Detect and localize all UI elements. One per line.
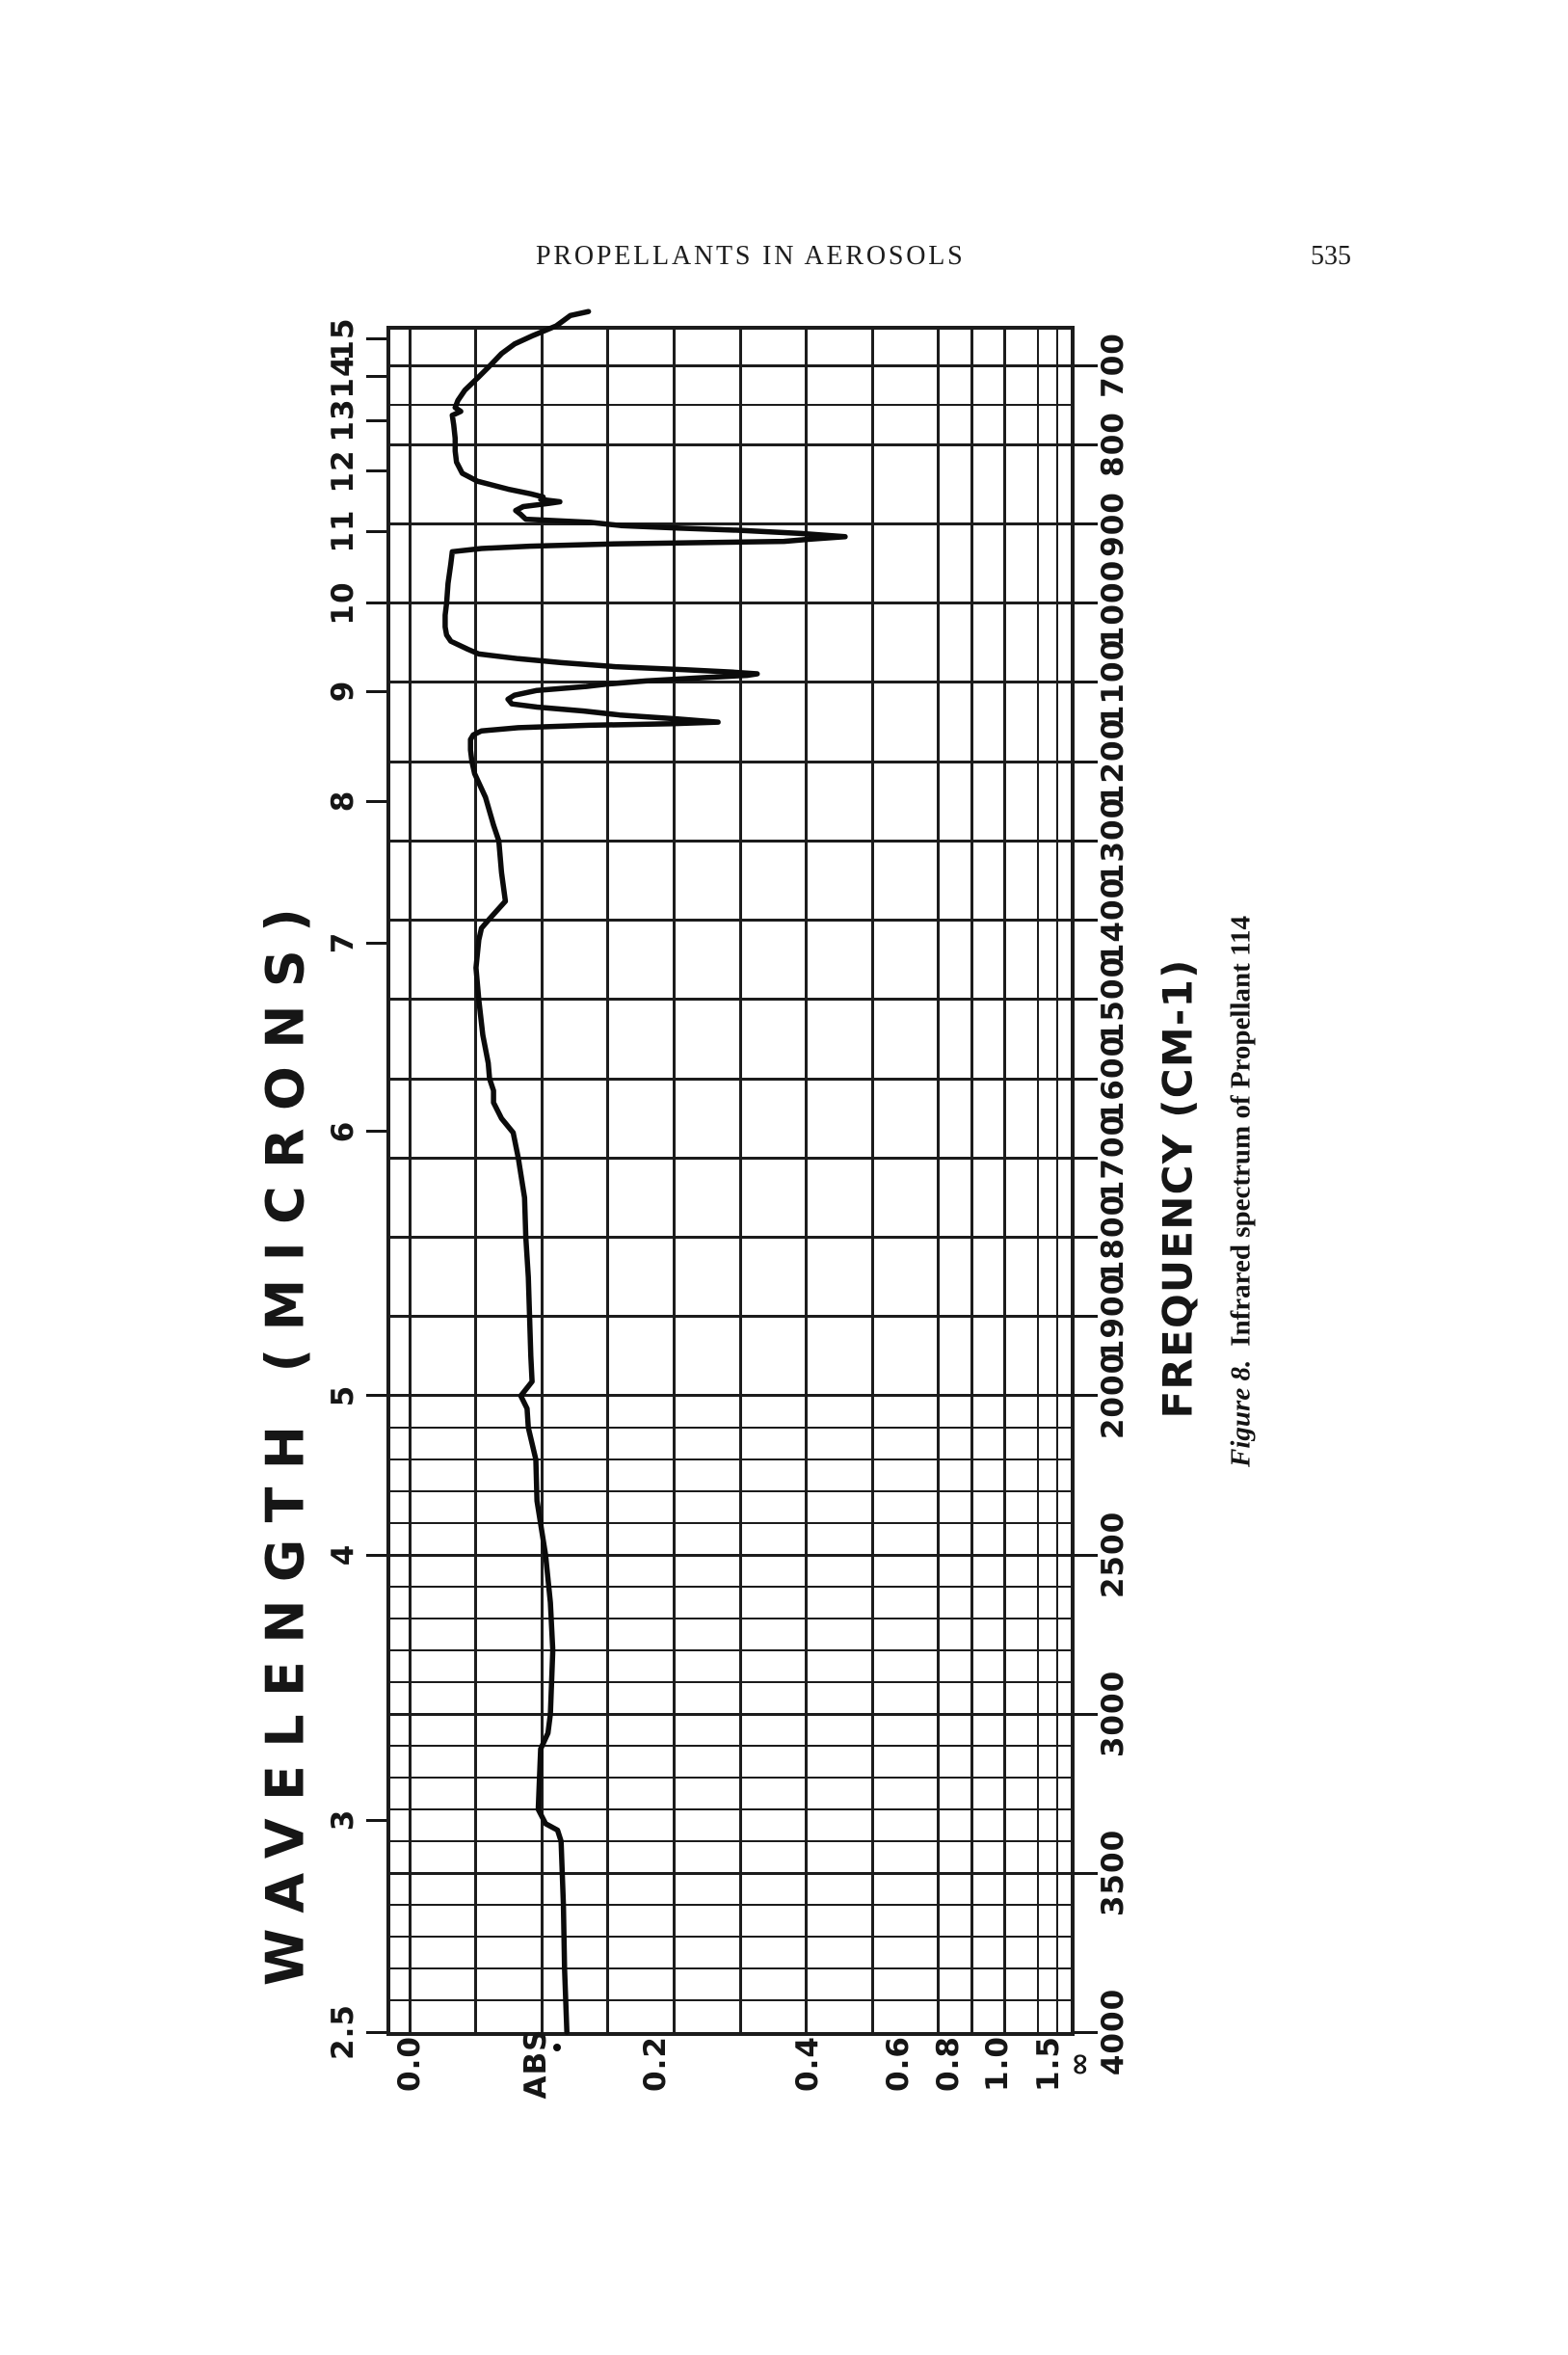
- abs-tick-label: 1.0: [980, 2036, 1015, 2092]
- wavelength-tick-label: 4: [326, 1543, 360, 1566]
- abs-tick-label: 1.5: [1031, 2036, 1066, 2092]
- wavelength-tick-label: 14: [326, 355, 360, 399]
- frequency-tick-label: 1000: [1096, 559, 1130, 647]
- frequency-tick-label: 4000: [1096, 1988, 1130, 2076]
- page-number: 535: [1311, 241, 1351, 271]
- wavelength-axis-title: WAVELENGTH (MICRONS): [254, 890, 316, 1987]
- wavelength-tick-label: 6: [326, 1120, 360, 1143]
- abs-tick-label: 0.2: [638, 2036, 673, 2092]
- wavelength-tick-label: 15: [326, 317, 360, 361]
- abs-tick-label: ∞: [1062, 2050, 1097, 2077]
- frequency-tick-label: 900: [1096, 491, 1130, 557]
- wavelength-tick-label: 12: [326, 449, 360, 494]
- ink-dot: [553, 2044, 561, 2051]
- figure-caption-text: Infrared spectrum of Propellant 114: [1225, 916, 1257, 1347]
- frequency-tick-label: 1600: [1096, 1034, 1130, 1123]
- abs-axis-title: ABS: [518, 2028, 553, 2100]
- frequency-tick-label: 1800: [1096, 1193, 1130, 1281]
- frequency-tick-label: 1300: [1096, 797, 1130, 885]
- wavelength-tick-label: 7: [326, 931, 360, 954]
- frequency-tick-label: 1500: [1096, 955, 1130, 1044]
- abs-tick-label: 0.4: [790, 2036, 825, 2092]
- frequency-axis-title: FREQUENCY (CM-1): [1154, 958, 1202, 1419]
- page-header-title: PROPELLANTS IN AEROSOLS: [536, 241, 966, 271]
- frequency-tick-label: 2500: [1096, 1511, 1130, 1599]
- spectrum-curve: [445, 311, 845, 2032]
- wavelength-tick-label: 9: [326, 680, 360, 703]
- frequency-tick-label: 1200: [1096, 718, 1130, 806]
- abs-tick-label: 0.0: [392, 2036, 427, 2092]
- abs-tick-label: 0.8: [931, 2036, 966, 2092]
- wavelength-tick-label: 5: [326, 1384, 360, 1407]
- abs-tick-label: 0.6: [881, 2036, 916, 2092]
- wavelength-tick-label: 13: [326, 398, 360, 442]
- frequency-tick-label: 1900: [1096, 1272, 1130, 1360]
- figure-caption-number: Figure 8.: [1225, 1359, 1257, 1467]
- frequency-tick-label: 2000: [1096, 1351, 1130, 1440]
- wavelength-tick-label: 8: [326, 790, 360, 813]
- frequency-tick-label: 3500: [1096, 1829, 1130, 1917]
- wavelength-tick-label: 3: [326, 1808, 360, 1832]
- frequency-tick-label: 800: [1096, 412, 1130, 478]
- wavelength-tick-label: 10: [326, 581, 360, 626]
- frequency-tick-label: 1100: [1096, 638, 1130, 727]
- wavelength-tick-label: 2.5: [326, 2004, 360, 2060]
- frequency-tick-label: 700: [1096, 333, 1130, 398]
- frequency-tick-label: 1400: [1096, 876, 1130, 964]
- frequency-tick-label: 1700: [1096, 1114, 1130, 1202]
- frequency-tick-label: 3000: [1096, 1670, 1130, 1758]
- wavelength-tick-label: 11: [326, 509, 360, 553]
